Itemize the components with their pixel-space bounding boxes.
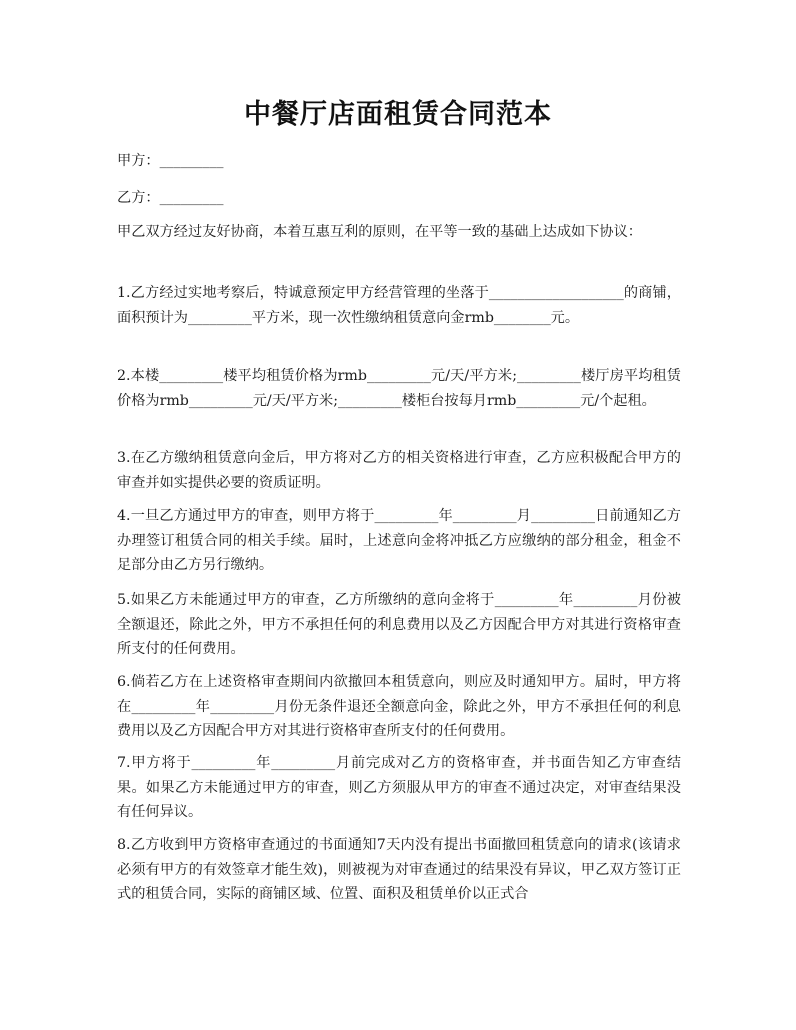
clause-1: 1.乙方经过实地考察后，特诚意预定甲方经营管理的坐落于___________________的商铺，面积预计为_________平方米，现一次性缴纳租赁意向金rmb________元。 [117, 285, 681, 326]
clause-6: 6.倘若乙方在上述资格审查期间内欲撤回本租赁意向，则应及时通知甲方。届时，甲方将在_________年_________月份无条件退还全额意向金，除此之外，甲方不承担任何的利息费用以及乙方因配合甲方对其进行资格审查所支付的任何费用。 [117, 674, 681, 739]
clause-2: 2.本楼_________楼平均租赁价格为rmb_________元/天/平方米;_________楼厅房平均租赁价格为rmb_________元/天/平方米;_________楼柜台按每月rmb_________元/个起租。 [117, 368, 681, 409]
clause-3: 3.在乙方缴纳租赁意向金后，甲方将对乙方的相关资格进行审查，乙方应积极配合甲方的审查并如实提供必要的资质证明。 [117, 450, 681, 491]
party-a-line: 甲方：_________ [117, 153, 224, 169]
clause-8: 8.乙方收到甲方资格审查通过的书面通知7天内没有提出书面撤回租赁意向的请求(该请求必须有甲方的有效签章才能生效)，则被视为对审查通过的结果没有异议，甲乙双方签订正式的租赁合同，实际的商铺区域、位置、面积及租赁单价以正式合 [117, 837, 681, 902]
intro-paragraph: 甲乙双方经过友好协商，本着互惠互利的原则，在平等一致的基础上达成如下协议： [117, 224, 642, 240]
document-title: 中餐厅店面租赁合同范本 [244, 99, 552, 130]
party-b-line: 乙方：_________ [117, 190, 224, 206]
clause-7: 7.甲方将于_________年_________月前完成对乙方的资格审查，并书面告知乙方审查结果。如果乙方未能通过甲方的审查，则乙方须服从甲方的审查不通过决定，对审查结果没有任何异议。 [117, 755, 681, 820]
clause-4: 4.一旦乙方通过甲方的审查，则甲方将于_________年_________月_________日前通知乙方办理签订租赁合同的相关手续。届时，上述意向金将冲抵乙方应缴纳的部分租金，租金不足部分由乙方另行缴纳。 [117, 508, 681, 573]
clause-5: 5.如果乙方未能通过甲方的审查，乙方所缴纳的意向金将于_________年_________月份被全额退还，除此之外，甲方不承担任何的利息费用以及乙方因配合甲方对其进行资格审查所支付的任何费用。 [117, 592, 681, 657]
